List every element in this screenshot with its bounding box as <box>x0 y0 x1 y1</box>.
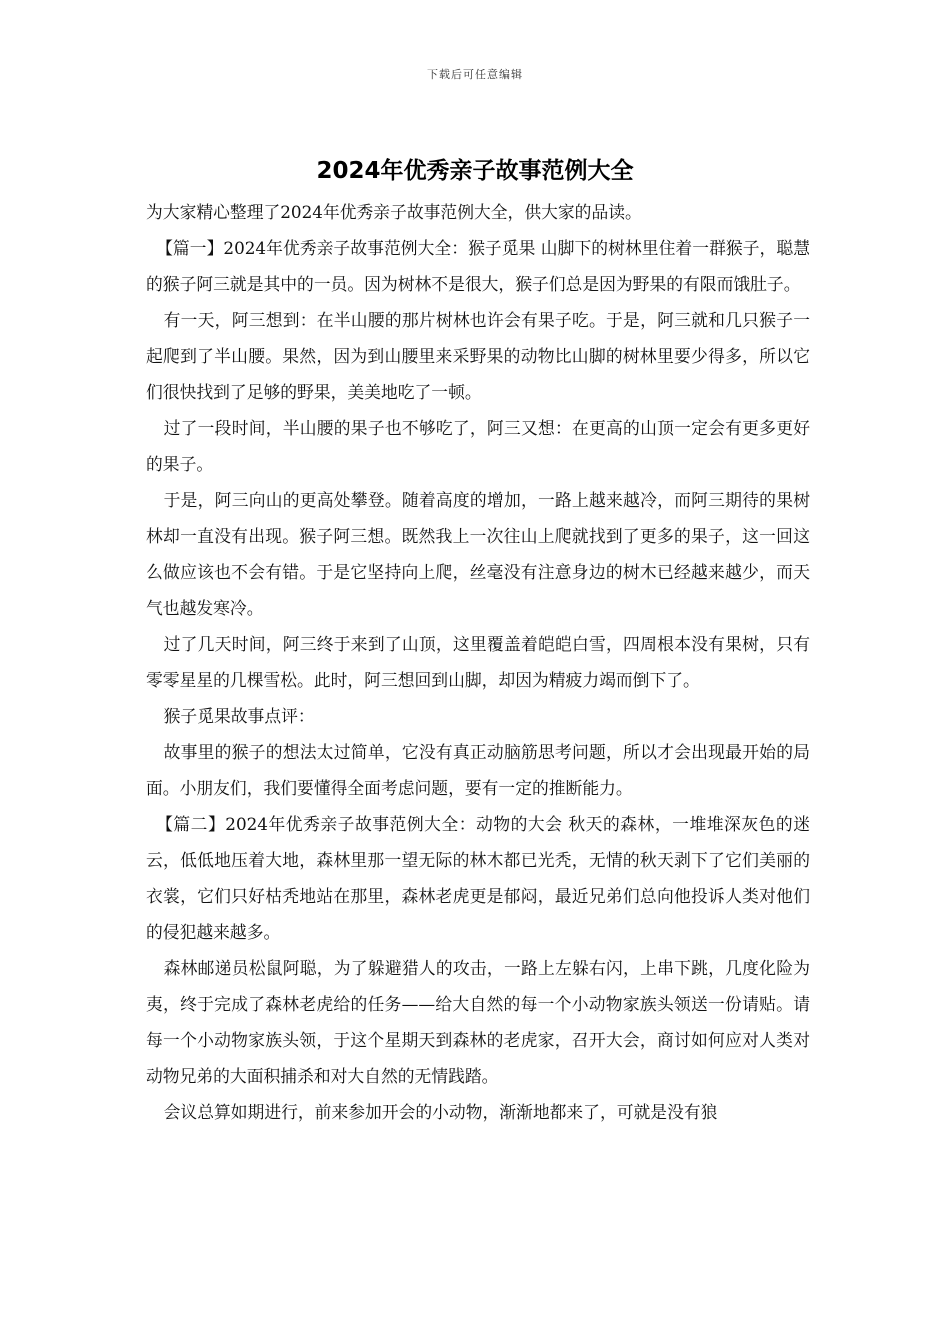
paragraph: 森林邮递员松鼠阿聪，为了躲避猎人的攻击，一路上左躲右闪，上串下跳，几度化险为夷，终于完成了森林老虎给的任务——给大自然的每一个小动物家族头领送一份请贴。请每一个小动物家族头领，于这个星期天到森林的老虎家，召开大会，商讨如何应对人类对动物兄弟的大面积捕杀和对大自然的无情践踏。 <box>146 958 810 1086</box>
paragraph: 会议总算如期进行，前来参加开会的小动物，渐渐地都来了，可就是没有狼 <box>163 1102 718 1122</box>
intro-paragraph: 为大家精心整理了2024年优秀亲子故事范例大全，供大家的品读。 <box>146 202 642 222</box>
paragraph-section-two: 【篇二】2024年优秀亲子故事范例大全：动物的大会 秋天的森林，一堆堆深灰色的迷云，低低地压着大地，森林里那一望无际的林木都已光秃，无情的秋天剥下了它们美丽的衣裳，它们只好枯秃地站在那里，森林老虎更是郁闷，最近兄弟们总向他投诉人类对他们的侵犯越来越多。 <box>146 814 810 942</box>
paragraph: 有一天，阿三想到：在半山腰的那片树林也许会有果子吃。于是，阿三就和几只猴子一起爬到了半山腰。果然，因为到山腰里来采野果的动物比山脚的树林里要少得多，所以它们很快找到了足够的野果，美美地吃了一顿。 <box>146 310 810 402</box>
paragraph: 过了几天时间，阿三终于来到了山顶，这里覆盖着皑皑白雪，四周根本没有果树，只有零零星星的几棵雪松。此时，阿三想回到山脚，却因为精疲力竭而倒下了。 <box>146 634 810 690</box>
header-note: 下载后可任意编辑 <box>427 68 523 81</box>
paragraph: 故事里的猴子的想法太过简单，它没有真正动脑筋思考问题，所以才会出现最开始的局面。小朋友们，我们要懂得全面考虑问题，要有一定的推断能力。 <box>146 742 810 798</box>
document-body <box>146 194 810 1130</box>
paragraph-section-one: 【篇一】2024年优秀亲子故事范例大全：猴子觅果 山脚下的树林里住着一群猴子，聪慧的猴子阿三就是其中的一员。因为树林不是很大，猴子们总是因为野果的有限而饿肚子。 <box>146 238 810 294</box>
paragraph: 于是，阿三向山的更高处攀登。随着高度的增加，一路上越来越冷，而阿三期待的果树林却一直没有出现。猴子阿三想。既然我上一次往山上爬就找到了更多的果子，这一回这么做应该也不会有错。于是它坚持向上爬，丝毫没有注意身边的树木已经越来越少，而天气也越发寒冷。 <box>146 490 810 618</box>
document-title: 2024年优秀亲子故事范例大全 <box>316 158 634 184</box>
comment-heading: 猴子觅果故事点评： <box>163 706 315 726</box>
paragraph: 过了一段时间，半山腰的果子也不够吃了，阿三又想：在更高的山顶一定会有更多更好的果子。 <box>146 418 810 474</box>
